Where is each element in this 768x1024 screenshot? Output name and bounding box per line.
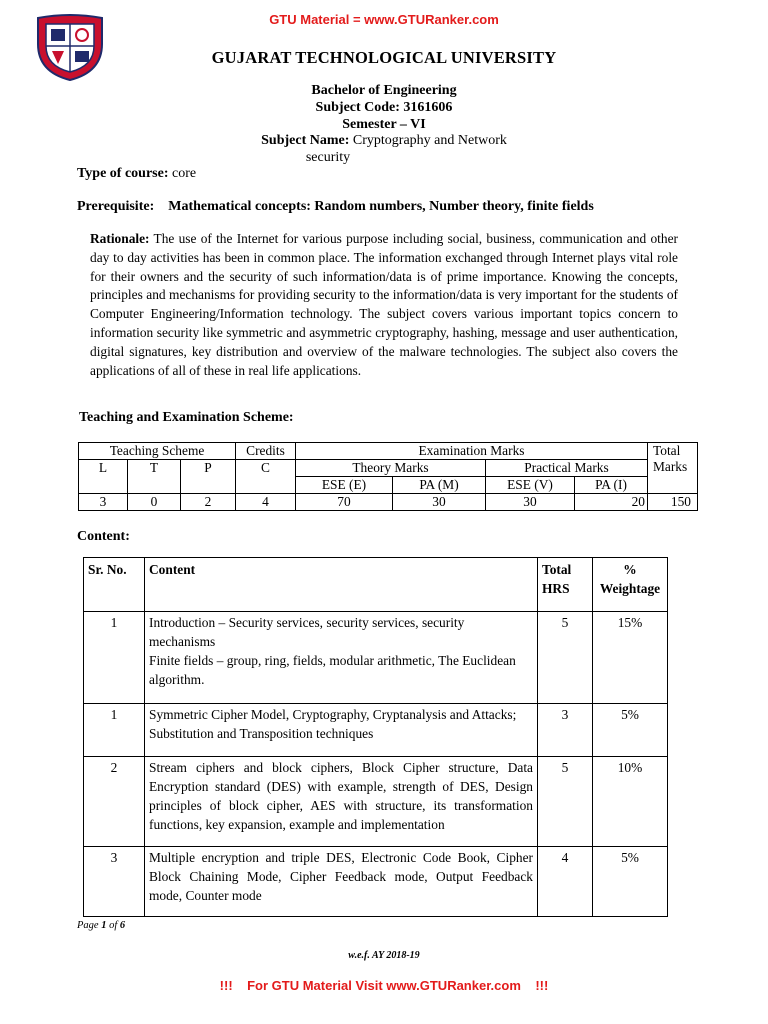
pa-m-value: 30 bbox=[393, 494, 486, 511]
degree: Bachelor of Engineering bbox=[311, 83, 457, 98]
type-of-course bbox=[77, 166, 196, 182]
c-value: 4 bbox=[236, 494, 296, 511]
table-row bbox=[84, 704, 668, 757]
type-label: Type of course: bbox=[77, 166, 169, 181]
top-banner: GTU Material = www.GTURanker.com bbox=[269, 12, 499, 27]
row-content bbox=[145, 612, 538, 704]
theory-marks-header: Theory Marks bbox=[296, 460, 486, 477]
rationale-text: The use of the Internet for various purpose including social, business, communication and other day to day activities has been in common place. The information exchanged through Internet plays vital role for their owners and the security of such information/data is of prime importance. Knowing the concepts, principles and mechanisms for providing security to the information/data is very important for the students of Computer Engineering/Information technology. The subject covers various important topics concern to information security like symmetric and asymmetric cryptography, hashing, message and user authentication, digital signatures, key distribution and overview of the malware technologies. The subject also covers the applications of all of these in real life applications. bbox=[90, 231, 679, 378]
row-sr: 3 bbox=[84, 847, 145, 917]
table-row bbox=[84, 612, 668, 704]
col-weight-line1: % bbox=[623, 562, 637, 577]
practical-marks-header: Practical Marks bbox=[486, 460, 648, 477]
col-sr-header: Sr. No. bbox=[84, 558, 145, 612]
col-content-header: Content bbox=[145, 558, 538, 612]
row-content-line2: Finite fields – group, ring, fields, modular arithmetic, The Euclidean algorithm. bbox=[149, 653, 516, 687]
prerequisite bbox=[77, 199, 594, 215]
wef-label: w.e.f. AY 2018-19 bbox=[348, 950, 420, 961]
credits-header: Credits bbox=[236, 443, 296, 460]
teaching-scheme-header: Teaching Scheme bbox=[79, 443, 236, 460]
p-header: P bbox=[181, 460, 236, 494]
t-header: T bbox=[128, 460, 181, 494]
row-weight: 10% bbox=[593, 757, 668, 847]
ese-e-value: 70 bbox=[296, 494, 393, 511]
scheme-heading: Teaching and Examination Scheme: bbox=[79, 410, 294, 425]
total-marks-header bbox=[648, 443, 698, 494]
subject-name bbox=[0, 133, 768, 149]
row-hrs: 4 bbox=[538, 847, 593, 917]
row-hrs: 5 bbox=[538, 757, 593, 847]
row-sr: 1 bbox=[84, 612, 145, 704]
row-content-line1: Introduction – Security services, security services, security mechanisms bbox=[149, 615, 465, 649]
total-marks-line2: Marks bbox=[653, 459, 688, 474]
content-table bbox=[83, 557, 668, 917]
ese-v-header: ESE (V) bbox=[486, 477, 575, 494]
l-value: 3 bbox=[79, 494, 128, 511]
rationale-label: Rationale: bbox=[90, 231, 150, 246]
l-header: L bbox=[79, 460, 128, 494]
subject-name-value: Cryptography and Network bbox=[352, 133, 507, 148]
ese-e-header: ESE (E) bbox=[296, 477, 393, 494]
table-row bbox=[84, 757, 668, 847]
row-hrs: 3 bbox=[538, 704, 593, 757]
row-content: Symmetric Cipher Model, Cryptography, Cryptanalysis and Attacks; Substitution and Transposition techniques bbox=[145, 704, 538, 757]
row-sr: 2 bbox=[84, 757, 145, 847]
total-value: 150 bbox=[648, 494, 698, 511]
page-current: 1 bbox=[101, 920, 107, 931]
rationale-paragraph bbox=[90, 230, 678, 380]
prereq-label: Prerequisite: bbox=[77, 199, 155, 214]
ese-v-value: 30 bbox=[486, 494, 575, 511]
type-value: core bbox=[172, 166, 197, 181]
content-heading: Content: bbox=[77, 529, 130, 544]
row-content: Multiple encryption and triple DES, Electronic Code Book, Cipher Block Chaining Mode, Cipher Feedback mode, Output Feedback mode, Counter mode bbox=[145, 847, 538, 917]
page-of: of bbox=[106, 920, 120, 931]
pa-i-value: 20 bbox=[575, 494, 648, 511]
page-number bbox=[77, 920, 125, 931]
row-weight: 5% bbox=[593, 847, 668, 917]
university-name: GUJARAT TECHNOLOGICAL UNIVERSITY bbox=[211, 48, 557, 67]
col-hrs-line2: HRS bbox=[542, 581, 570, 596]
col-weight-header bbox=[593, 558, 668, 612]
p-value: 2 bbox=[181, 494, 236, 511]
scheme-table bbox=[78, 442, 698, 511]
col-hrs-header bbox=[538, 558, 593, 612]
row-content: Stream ciphers and block ciphers, Block Cipher structure, Data Encryption standard (DES) with example, strength of DES, Design principles of block cipher, AES with structure, its transformation functions, key expansion, example and implementation bbox=[145, 757, 538, 847]
semester: Semester – VI bbox=[342, 117, 426, 132]
total-marks-line1: Total bbox=[653, 443, 681, 458]
bottom-banner: !!! For GTU Material Visit www.GTURanker.com !!! bbox=[219, 978, 549, 993]
subject-name-label: Subject Name: bbox=[261, 133, 350, 148]
row-weight: 5% bbox=[593, 704, 668, 757]
pa-m-header: PA (M) bbox=[393, 477, 486, 494]
c-header: C bbox=[236, 460, 296, 494]
t-value: 0 bbox=[128, 494, 181, 511]
page-prefix: Page bbox=[77, 920, 102, 931]
pa-i-header: PA (I) bbox=[575, 477, 648, 494]
row-weight: 15% bbox=[593, 612, 668, 704]
subject-name-line2: security bbox=[305, 150, 351, 165]
row-sr: 1 bbox=[84, 704, 145, 757]
exam-marks-header: Examination Marks bbox=[296, 443, 648, 460]
col-weight-line2: Weightage bbox=[599, 581, 661, 596]
row-hrs: 5 bbox=[538, 612, 593, 704]
subject-code: Subject Code: 3161606 bbox=[315, 100, 453, 115]
prereq-value: Mathematical concepts: Random numbers, Number theory, finite fields bbox=[168, 199, 594, 214]
table-row bbox=[84, 847, 668, 917]
page-total: 6 bbox=[119, 920, 126, 931]
col-hrs-line1: Total bbox=[542, 562, 572, 577]
